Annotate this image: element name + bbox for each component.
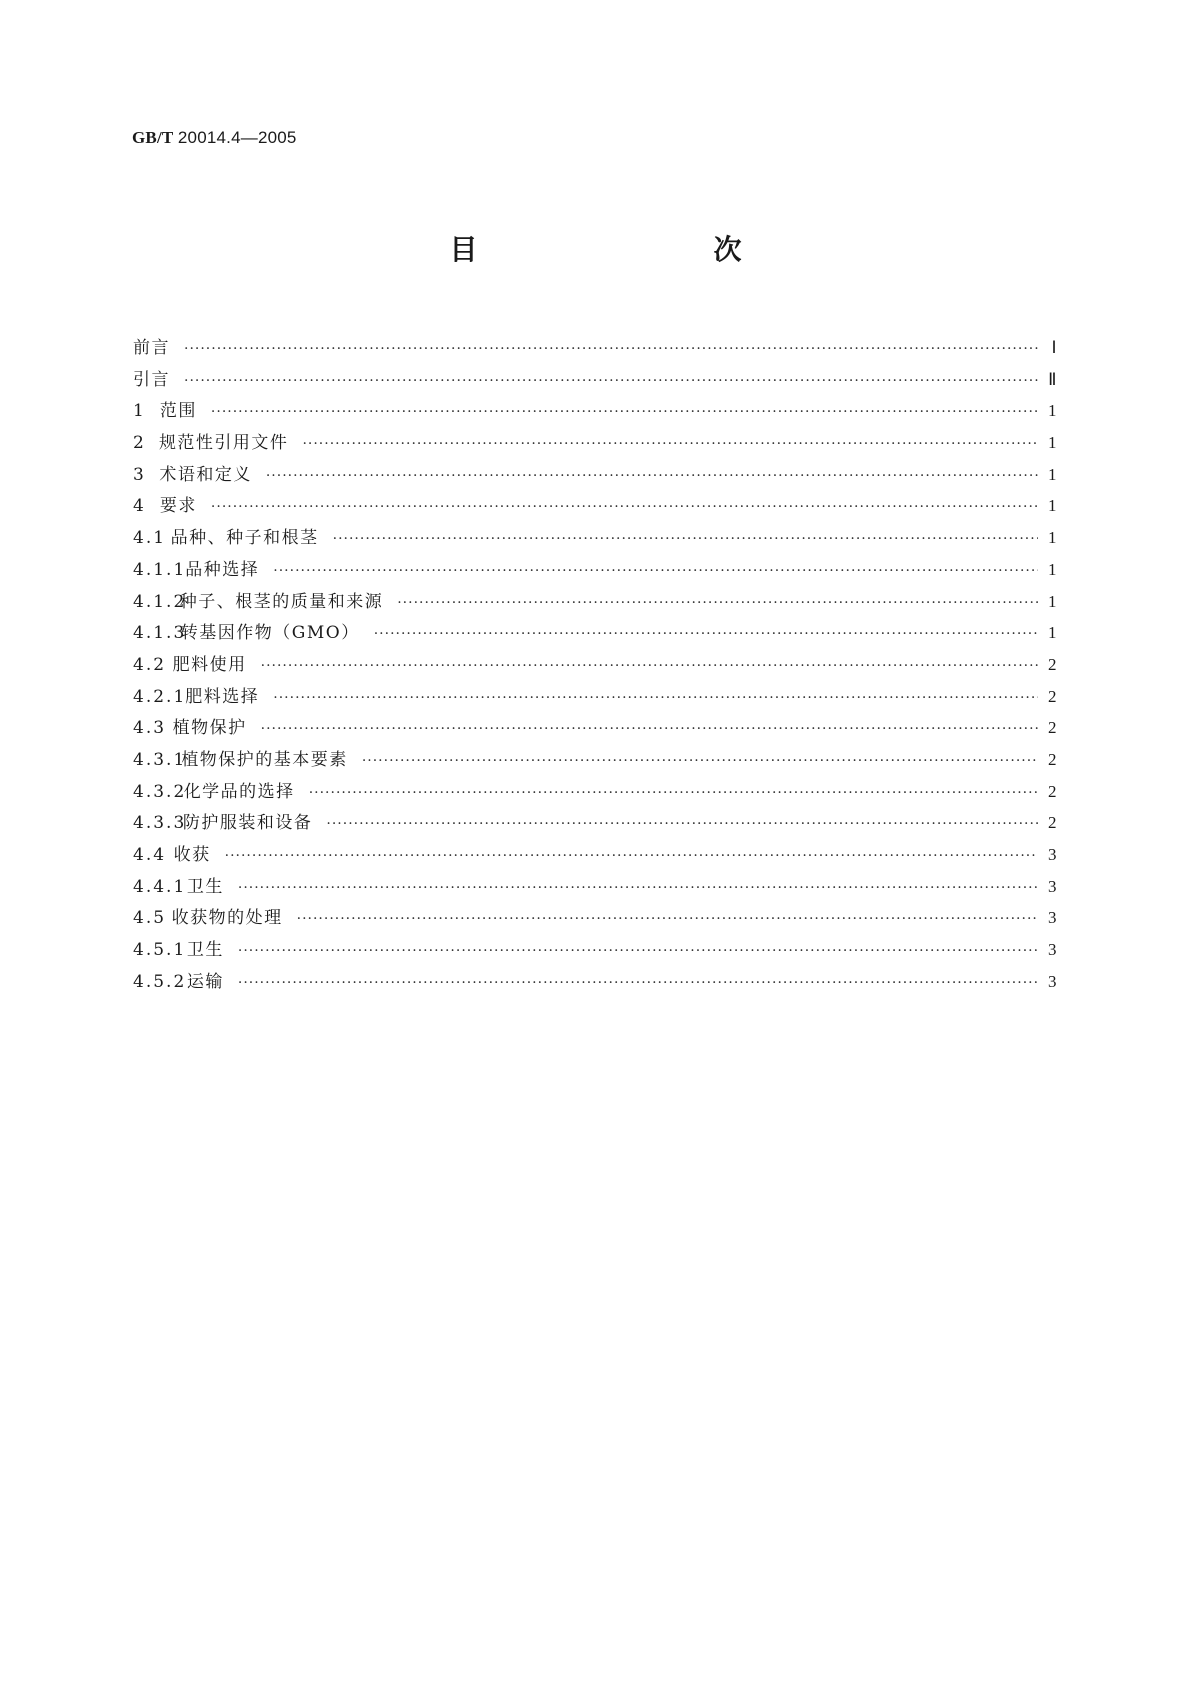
- toc-entry[interactable]: [133, 935, 1058, 967]
- toc-entry-title: 种子、根茎的质量和来源: [179, 591, 384, 612]
- toc-entry-title: 收获: [173, 845, 211, 865]
- toc-entry-title: 术语和定义: [159, 464, 252, 485]
- toc-entry-number: 4.2.1: [133, 686, 187, 707]
- toc-leader-dots: [302, 436, 1038, 452]
- toc-leader-dots: [184, 373, 1038, 389]
- toc-leader-dots: [273, 563, 1038, 579]
- toc-leader-dots: [397, 595, 1038, 611]
- toc-entry[interactable]: [133, 872, 1058, 904]
- toc-entry-page: 2: [1048, 718, 1058, 738]
- toc-entry-title: 卫生: [186, 940, 224, 961]
- toc-entry-page: 1: [1048, 623, 1058, 643]
- toc-entry-page: 1: [1048, 464, 1058, 484]
- toc-entry-page: 1: [1048, 496, 1058, 516]
- toc-entry[interactable]: [133, 491, 1058, 523]
- toc-leader-dots: [238, 975, 1038, 991]
- toc-entry-number: 4.1: [133, 528, 167, 549]
- toc-entry-title: 品种选择: [185, 559, 260, 580]
- toc-entry[interactable]: [133, 428, 1058, 460]
- toc-entry-page: 2: [1048, 781, 1058, 801]
- page-title: 目 次: [449, 233, 802, 266]
- toc-entry-number: 4.2: [133, 654, 167, 675]
- toc-entry-number: 4: [133, 496, 146, 517]
- toc-entry-title: 转基因作物（GMO）: [180, 623, 360, 644]
- toc-entry-page: 3: [1048, 971, 1058, 991]
- toc-leader-dots: [374, 626, 1038, 642]
- toc-entry[interactable]: [133, 618, 1058, 650]
- toc-leader-dots: [362, 753, 1038, 769]
- toc-entry-page: 2: [1048, 749, 1058, 769]
- toc-entry-number: 4.1.2: [133, 591, 187, 612]
- toc-entry-number: 4.3.3: [133, 813, 187, 834]
- toc-leader-dots: [333, 531, 1038, 547]
- toc-leader-dots: [273, 690, 1038, 706]
- toc-leader-dots: [326, 816, 1038, 832]
- toc-entry-page: 1: [1048, 433, 1058, 453]
- toc-entry-page: 2: [1048, 813, 1058, 833]
- toc-entry[interactable]: [133, 682, 1058, 714]
- toc-entry-title: 前言: [133, 338, 170, 358]
- toc-entry[interactable]: [133, 713, 1058, 745]
- toc-entry-title: 要求: [159, 496, 197, 517]
- toc-entry-number: 4.4.1: [133, 876, 187, 897]
- toc-entry-page: Ⅰ: [1051, 338, 1058, 357]
- toc-entry-number: 4.1.1: [133, 559, 187, 580]
- toc-entry-page: 1: [1048, 528, 1058, 548]
- toc-entry-page: 2: [1048, 686, 1058, 706]
- toc-entry[interactable]: [133, 333, 1058, 365]
- toc-entry-title: 卫生: [186, 876, 224, 897]
- toc-entry[interactable]: [133, 365, 1058, 397]
- toc-entry-number: 4.4: [133, 845, 167, 865]
- toc-leader-dots: [309, 785, 1038, 801]
- toc-entry-page: 3: [1048, 876, 1058, 896]
- toc-leader-dots: [184, 341, 1038, 357]
- standard-number: 20014.4—2005: [177, 128, 297, 147]
- toc-entry-number: 2: [133, 433, 146, 454]
- table-of-contents: [133, 333, 1058, 998]
- toc-entry-title: 防护服装和设备: [182, 813, 313, 834]
- toc-entry-page: 1: [1048, 401, 1058, 421]
- toc-leader-dots: [238, 943, 1038, 959]
- toc-entry[interactable]: [133, 808, 1058, 840]
- toc-entry-number: 4.3.1: [133, 749, 187, 770]
- toc-entry-number: 4.5: [133, 908, 167, 929]
- toc-entry[interactable]: [133, 903, 1058, 935]
- toc-leader-dots: [297, 911, 1038, 927]
- toc-entry-title: 植物保护的基本要素: [181, 749, 348, 770]
- toc-entry-number: 4.1.3: [133, 623, 187, 644]
- toc-leader-dots: [238, 880, 1038, 896]
- toc-entry-page: 1: [1048, 591, 1058, 611]
- toc-entry-page: 3: [1048, 908, 1058, 928]
- toc-entry[interactable]: [133, 460, 1058, 492]
- toc-entry-page: 3: [1048, 940, 1058, 960]
- toc-entry-number: 3: [133, 464, 146, 485]
- toc-leader-dots: [211, 499, 1038, 515]
- toc-entry-title: 品种、种子和根茎: [170, 528, 319, 549]
- toc-entry-title: 运输: [186, 971, 224, 992]
- toc-entry-title: 范围: [159, 401, 197, 422]
- toc-entry-number: 4.5.1: [133, 940, 187, 961]
- toc-entry[interactable]: [133, 587, 1058, 619]
- toc-entry-title: 化学品的选择: [183, 781, 295, 802]
- toc-entry[interactable]: [133, 840, 1058, 872]
- toc-entry[interactable]: [133, 523, 1058, 555]
- toc-entry-page: Ⅱ: [1048, 369, 1058, 389]
- toc-entry-title: 引言: [133, 369, 170, 390]
- toc-leader-dots: [225, 848, 1038, 864]
- toc-entry[interactable]: [133, 967, 1058, 999]
- toc-entry-page: 1: [1048, 559, 1058, 579]
- toc-leader-dots: [266, 468, 1038, 484]
- toc-entry-title: 规范性引用文件: [158, 433, 289, 454]
- document-header: [132, 128, 297, 148]
- toc-leader-dots: [261, 658, 1038, 674]
- toc-entry[interactable]: [133, 777, 1058, 809]
- toc-entry-number: 4.3.2: [133, 781, 187, 802]
- toc-entry-number: 4.3: [133, 718, 167, 739]
- standard-code: GB/T: [132, 128, 174, 147]
- toc-entry[interactable]: [133, 650, 1058, 682]
- toc-entry-title: 肥料使用: [172, 654, 247, 675]
- toc-entry[interactable]: [133, 745, 1058, 777]
- toc-entry[interactable]: [133, 396, 1058, 428]
- toc-entry-number: 4.5.2: [133, 971, 187, 992]
- toc-entry-page: 2: [1048, 654, 1058, 674]
- toc-leader-dots: [261, 721, 1038, 737]
- toc-entry-title: 肥料选择: [185, 686, 260, 707]
- toc-entry-title: 植物保护: [172, 718, 247, 739]
- toc-entry[interactable]: [133, 555, 1058, 587]
- toc-entry-number: 1: [133, 401, 146, 422]
- toc-entry-page: 3: [1048, 845, 1058, 864]
- toc-leader-dots: [211, 404, 1038, 420]
- toc-entry-title: 收获物的处理: [171, 908, 283, 929]
